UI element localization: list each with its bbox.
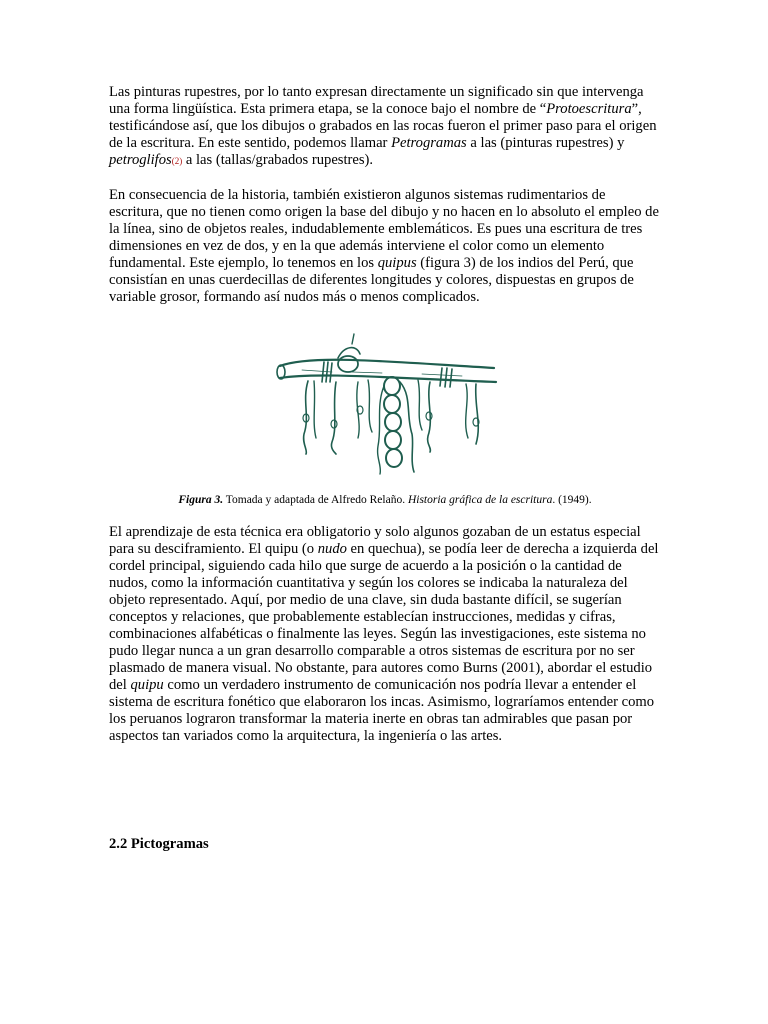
- caption-year: . (1949).: [552, 494, 592, 506]
- text: como un verdadero instrumento de comunicación nos podría llevar a entender el sistema de escritura fonético que elaboraron los incas. Asimismo, lograríamos entender como los peruanos lograron transformar la materia inerte en obras tan admirables que pasan por aspectos tan variados como la arquitectura, la ingeniería o las artes.: [109, 677, 655, 744]
- text: Las pinturas rupestres, por lo tanto expresan directamente un significado sin que intervenga una forma lingüística. Esta primera etapa, se la conoce bajo el nombre de “: [109, 84, 644, 117]
- paragraph-quipu-reading: [109, 524, 661, 745]
- caption-text: Tomada y adaptada de Alfredo Relaño.: [223, 494, 408, 506]
- figure-3: [109, 326, 661, 507]
- term-quipus: quipus: [377, 255, 417, 271]
- term-quipu: quipu: [130, 677, 164, 693]
- figure-label: Figura 3.: [178, 494, 224, 506]
- text: El aprendizaje de esta técnica era obligatorio y solo algunos gozaban de un estatus especial para su desciframiento. El quipu (o: [109, 524, 641, 557]
- footnote-reference[interactable]: (2): [171, 156, 183, 166]
- document-page: [109, 84, 661, 745]
- text: ”, testificándose así, que los dibujos o grabados en las rocas fueron el primer paso para el origen de la escritura. En este sentido, podemos llamar: [109, 101, 657, 151]
- text: a las (tallas/grabados rupestres).: [182, 152, 374, 168]
- text: a las (pinturas rupestres) y: [466, 135, 625, 151]
- quipu-drawing: [272, 326, 502, 481]
- section-heading: 2.2 Pictogramas: [109, 836, 209, 852]
- term-petrogramas: Petrogramas: [391, 135, 467, 151]
- term-nudo: nudo: [317, 541, 347, 557]
- text: en quechua), se podía leer de derecha a izquierda del cordel principal, siguiendo cada hilo que surge de acuerdo a la posición o la cantidad de nudos, como la información cuantitativa y según los colores se indicaba la naturaleza del objeto representado. Aquí, por medio de una clave, sin duda bastante difícil, se sugerían conceptos y relaciones, que probablemente establecían instrucciones, medidas y cifras, combinaciones alfabéticas o finalmente las leyes. Según las investigaciones, este sistema no pudo llegar nunca a un gran desarrollo comparable a otros sistemas de escritura por no ser plasmado de manera visual. No obstante, para autores como Burns (2001), abordar el estudio del: [109, 541, 659, 693]
- quipu-illustration: [272, 326, 502, 481]
- book-title: Historia gráfica de la escritura: [407, 494, 553, 506]
- text: (figura 3) de los indios del Perú, que consistían en unas cuerdecillas de diferentes longitudes y colores, dispuestas en grupos de variable grosor, formando así nudos más o menos complicados.: [109, 255, 634, 305]
- paragraph-rock-paintings: [109, 84, 661, 170]
- figure-caption: [109, 493, 661, 507]
- text: En consecuencia de la historia, también existieron algunos sistemas rudimentarios de escritura, que no tienen como origen la base del dibujo y no hacen en lo absoluto el empleo de la línea, sino de objetos reales, indudablemente emblemáticos. Es pues una escritura de tres dimensiones en vez de dos, y en la que además interviene el color como un elemento fundamental. Este ejemplo, lo tenemos en los: [109, 187, 659, 271]
- paragraph-quipus: [109, 187, 661, 306]
- term-protoescritura: Protoescritura: [546, 101, 632, 117]
- term-petroglifos: petroglifos: [109, 152, 172, 168]
